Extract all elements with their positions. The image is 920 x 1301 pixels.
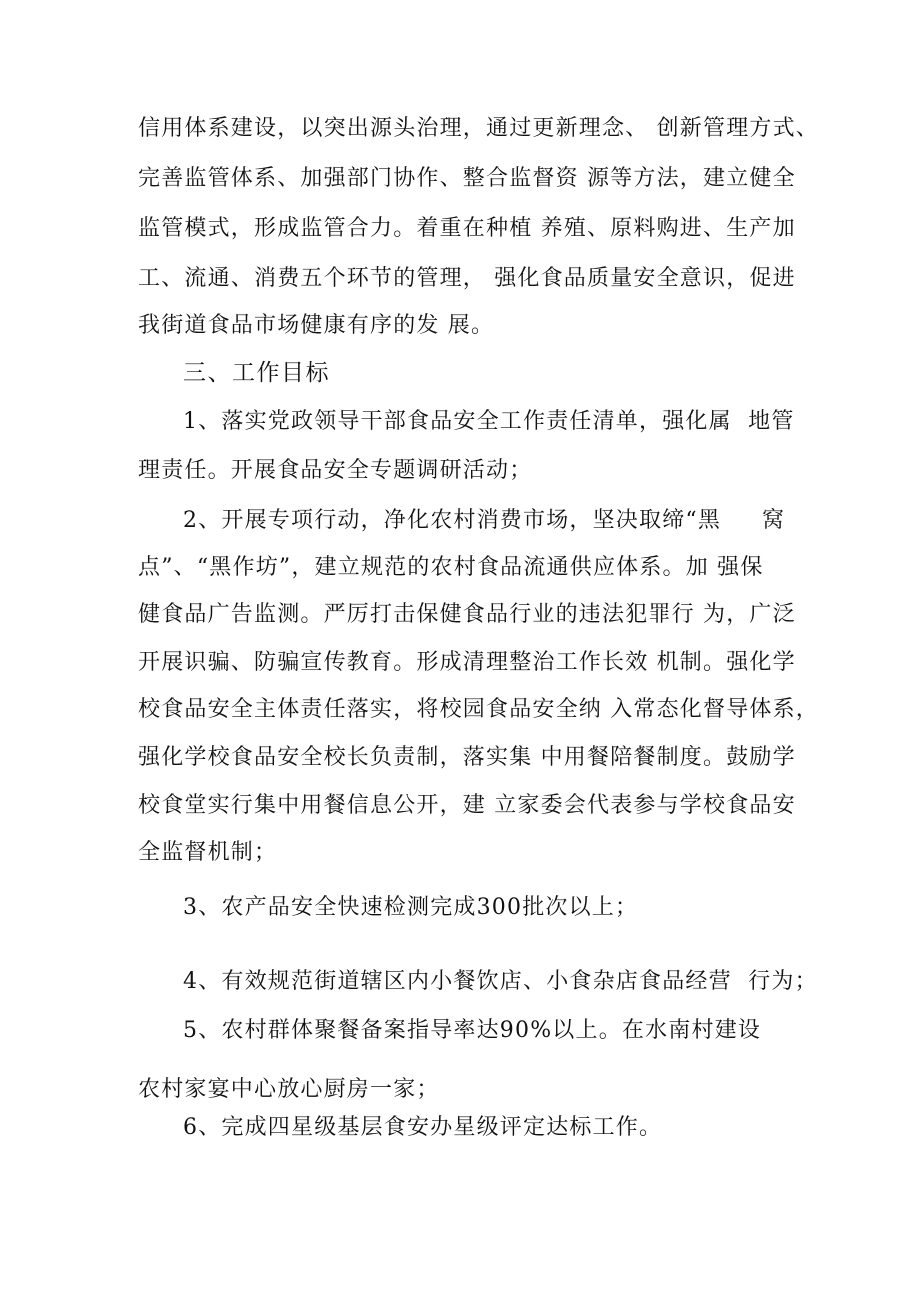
list-item-line: 校食品安全主体责任落实，将校园食品安全纳 入常态化督导体系， xyxy=(138,697,819,722)
paragraph-line: 我街道食品市场健康有序的发 展。 xyxy=(138,313,495,338)
paragraph-line: 监管模式，形成监管合力。着重在种植 养殖、原料购进、生产加 xyxy=(138,216,796,241)
paragraph-line: 工、流通、消费五个环节的管理， 强化食品质量安全意识，促进 xyxy=(138,266,796,291)
list-item-line: 5、农村群体聚餐备案指导率达90%以上。在水南村建设 xyxy=(183,1018,762,1043)
list-item-line: 全监督机制； xyxy=(138,840,278,865)
list-item-line: 健食品广告监测。严厉打击保健食品行业的违法犯罪行 为，广泛 xyxy=(138,602,796,627)
list-item-line: 1、落实党政领导干部食品安全工作责任清单，强化属 地管 xyxy=(183,409,795,434)
list-item-line: 理责任。开展食品安全专题调研活动； xyxy=(138,458,533,483)
paragraph-line: 完善监管体系、加强部门协作、整合监督资 源等方法，建立健全 xyxy=(138,166,796,191)
list-item-line: 农村家宴中心放心厨房一家； xyxy=(138,1077,440,1102)
list-item-line: 开展识骗、防骗宣传教育。形成清理整治工作长效 机制。强化学 xyxy=(138,650,796,675)
list-item-line: 4、有效规范街道辖区内小餐饮店、小食杂店食品经营 行为； xyxy=(183,969,818,994)
list-item-line: 3、农产品安全快速检测完成300批次以上； xyxy=(183,895,639,920)
paragraph-line: 信用体系建设，以突出源头治理，通过更新理念、 创新管理方式、 xyxy=(138,116,819,141)
list-item-line: 6、完成四星级基层食安办星级评定达标工作。 xyxy=(183,1115,663,1140)
list-item-line: 强化学校食品安全校长负责制，落实集 中用餐陪餐制度。鼓励学 xyxy=(138,745,796,770)
list-item-line: 校食堂实行集中用餐信息公开，建 立家委会代表参与学校食品安 xyxy=(138,793,796,818)
list-item-line: 2、开展专项行动，净化农村消费市场，坚决取缔“黑 窝 xyxy=(183,508,786,533)
list-item-line: 点”、“黑作坊”，建立规范的农村食品流通供应体系。加 强保 xyxy=(138,555,764,580)
section-heading: 三、工作目标 xyxy=(183,360,330,386)
